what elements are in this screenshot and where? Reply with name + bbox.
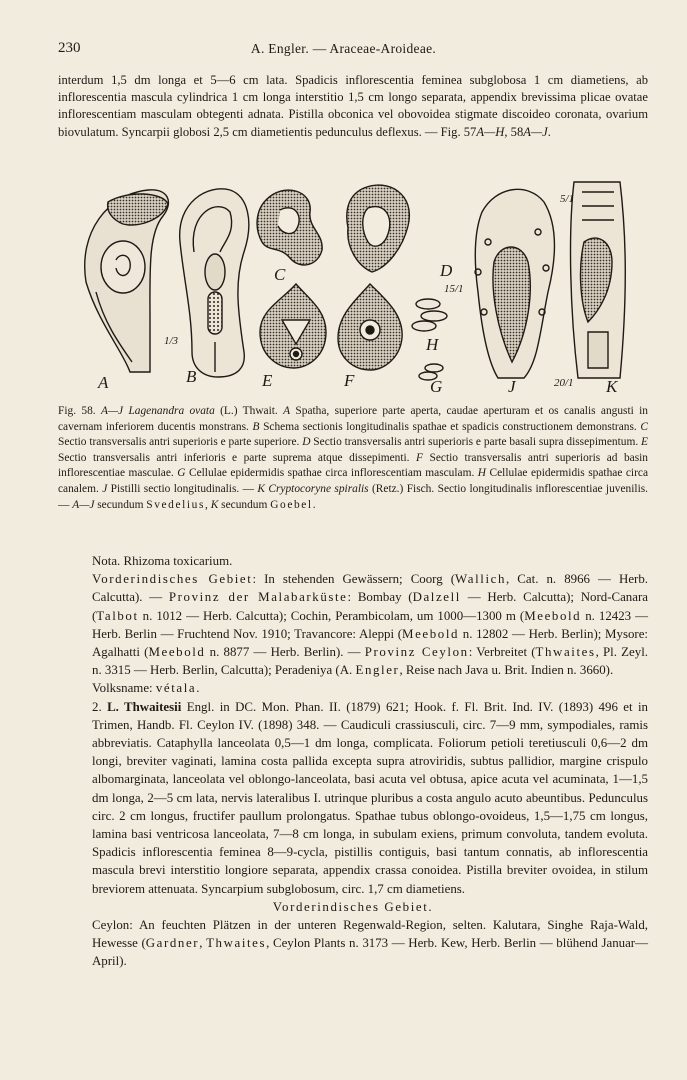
botanical-figure bbox=[68, 172, 636, 400]
drawing-e-section bbox=[260, 284, 326, 368]
drawing-k-inflorescence bbox=[571, 182, 626, 378]
nota-line: Nota. Rhizoma toxicarium. bbox=[92, 554, 233, 568]
figure-label-j: J bbox=[508, 377, 516, 396]
figure-caption: Fig. 58. A—J Lagenandra ovata (L.) Thwait. A Spatha, superiore parte aperta, caudae aperturam et os canalis angusti in cavernam inferiorem ducentis monstrans. B Schema sectionis longitudinalis spathae et spadicis constructionem demonstrans. C Sectio transversalis antri superioris e parte superiore. D Sectio transversalis antri superioris e parte basali supra dissepimentum. E Sectio transversalis antri inferioris e parte suprema atque dissepimenti. F Sectio transversalis antri superioris ad basin inflorescentiae masculae. G Cellulae epidermidis spathae circa inflorescentiam masculam. H Cellulae epidermidis spathae circa canalem. J Pistilli sectio longitudinalis. — K Cryptocoryne spiralis (Retz.) Fisch. Sectio longitudinalis inflorescentiae juvenilis. — A—J secundum Svedelius, K secundum Goebel. bbox=[58, 405, 649, 511]
figure-label-e: E bbox=[262, 371, 273, 390]
drawing-d-section bbox=[347, 185, 410, 272]
drawing-b-section bbox=[180, 189, 249, 377]
figure-scale-1-3: 1/3 bbox=[164, 335, 179, 347]
figure-scale-15-1: 15/1 bbox=[444, 283, 464, 295]
figure-label-d: D bbox=[440, 261, 453, 280]
figure-label-b: B bbox=[186, 367, 197, 386]
figure-label-c: C bbox=[274, 265, 286, 284]
figure-scale-20-1: 20/1 bbox=[554, 377, 574, 389]
drawing-f-section bbox=[338, 284, 402, 370]
figure-label-a: A bbox=[98, 373, 109, 392]
figure-label-h: H bbox=[426, 335, 439, 354]
figure-label-g: G bbox=[430, 377, 443, 396]
figure-label-k: K bbox=[606, 377, 618, 396]
drawing-j-pistil bbox=[475, 189, 554, 378]
region-heading: Vorderindisches Gebiet. bbox=[272, 899, 434, 914]
ceylon-paragraph: Ceylon: An feuchten Plätzen in der unteren Regenwald-Region, selten. Kalutara, Singhe Raja-Wald, Hewesse (Gardner, Thwaites, Ceylon Plants n. 3173 — Herb. Kew, Herb. Berlin — blühend Januar—April). bbox=[92, 918, 648, 969]
species-description: 2. L. Thwaitesii Engl. in DC. Mon. Phan. II. (1879) 621; Hook. f. Fl. Brit. Ind. IV. (1893) 496 et in Trimen, Handb. Fl. Ceylon IV. (1898) 348. — Caudiculi crassiusculi, circ. 7—9 mm, sympodiales, ramis abbreviatis. Cataphylla lanceolata 0,5—1 dm longa, complicata. Foliorum petioli teretiusculi 0,6—2 dm longi, breviter vaginati, lamina costa pallida excepta supra atroviridis, subtus pallidior, margine crispulo albomarginata, lanceolata vel oblongo-lanceolata, basi acuta vel obtusa, apice acuta vel acuminata, 1—1,5 dm longa, 2—5 cm lata, nervis lateralibus I. utrinque pluribus a costa angulo acuto abeuntibus. Pedunculus circ. 2 cm longus, fructifer paullum prolongatus. Spathae tubus oblongo-ovoideus, 1,5—1,75 cm longus, lamina basi ventricosa lanceolata, 7—8 cm longa, in subulam exiens, primum convoluta, tandem evoluta. Spadicis inflorescentia feminea 8—9-cycla, pistillis contiguis, basi tantum connatis, ab inflorescentia mascula brevi interstitio longiore separata, appendix crassa conoidea. Pistilla breviter ovoidea, in stilum breviorem attenuata. Syncarpium subglobosum, circ. 1,7 cm diametiens. bbox=[92, 699, 649, 896]
page-header bbox=[58, 40, 629, 60]
figure-scale-5-1: 5/1 bbox=[560, 193, 575, 205]
distribution-paragraph: Vorderindisches Gebiet: In stehenden Gewässern; Coorg (Wallich, Cat. n. 8966 — Herb. Calcutta). — Provinz der Malabarküste: Bombay (Dalzell — Herb. Calcutta); Nord-Canara (Talbot n. 1012 — Herb. Calcutta); Cochin, Perambicolam, um 1000—1300 m (Meebold n. 12423 — Herb. Berlin — Fruchtend Nov. 1910; Travancore: Aleppi (Meebold n. 12802 — Herb. Berlin); Mysore: Agalhatti (Meebold n. 8877 — Herb. Berlin). — Provinz Ceylon: Verbreitet (Thwaites, Pl. Zeyl. n. 3315 — Herb. Berlin, Calcutta); Peradeniya (A. Engler, Reise nach Java u. Brit. Indien n. 3660). bbox=[92, 572, 649, 678]
vernacular-name: Volksname: vétala. bbox=[92, 681, 200, 696]
drawing-c-section bbox=[257, 190, 322, 265]
drawing-a-spathe bbox=[85, 190, 169, 372]
intro-paragraph: interdum 1,5 dm longa et 5—6 cm lata. Spadicis inflorescentia feminea subglobosa 1 cm diametiens, ab inflorescentia mascula cylindrica 1 cm longa interstitio 1,5 cm longo separata, appendix brevissima plicae ovatae inflorescentiam masculam obtegenti adnata. Pistilla obconica vel obovoidea stigmate discoideo coronata, ovarium biovulatum. Syncarpii globosi 2,5 cm diametientis pedunculus deflexus. — Fig. 57A—H, 58A—J. bbox=[58, 73, 648, 139]
figure-drawings bbox=[68, 172, 636, 400]
figure-label-f: F bbox=[344, 371, 355, 390]
page-number: 230 bbox=[58, 40, 81, 56]
running-title: A. Engler. — Araceae-Aroideae. bbox=[250, 41, 437, 56]
species-text bbox=[58, 552, 648, 971]
